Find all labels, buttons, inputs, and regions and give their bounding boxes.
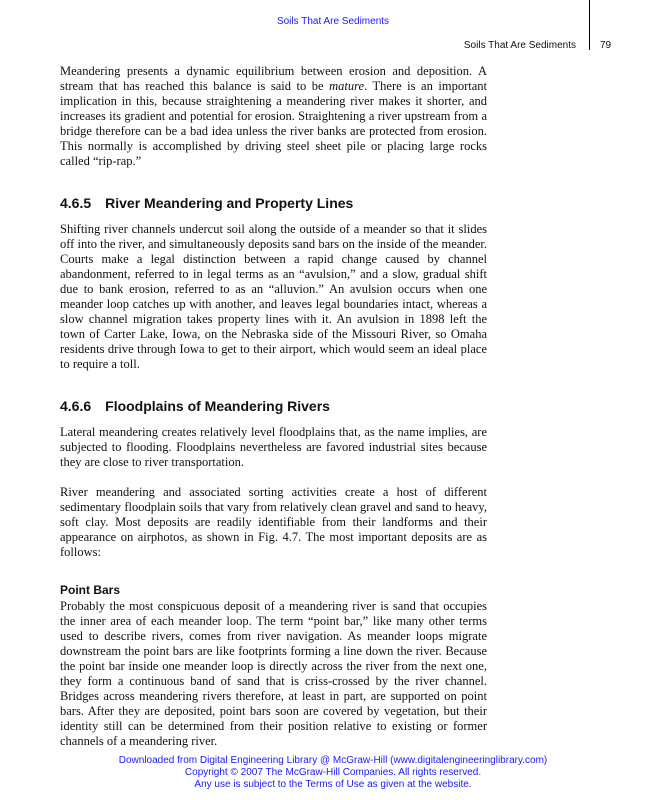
floodplains-paragraph-1: Lateral meandering creates relatively level floodplains that, as the name implies, are subjected to flooding. Floodplains nevertheless are favored industrial sites because they are close to river transportation.	[60, 425, 487, 469]
point-bars-paragraph: Probably the most conspicuous deposit of a meandering river is sand that occupies the inner area of each meander loop. The term “point bar,” like many other terms used to describe rivers, comes from river navigation. As meander loops migrate downstream the point bars are like footprints forming a line down the river. Because the point bar inside one meander loop is directly across the river from the next one, they form a continuous band of sand that is criss-crossed by the river channel. Bridges across meandering rivers therefore, at least in part, are supported on point bars. After they are deposited, point bars soon are covered by vegetation, but their identity still can be determined from their position relative to existing or former channels of a meandering river.	[60, 599, 487, 748]
floodplains-paragraph-2: River meandering and associated sorting activities create a host of different sedimentary floodplain soils that vary from relatively clean gravel and sand to heavy, soft clay. Most deposits are readily identifiable from their landforms and their appearance on airphotos, as shown in Fig. 4.7. The most important deposits are as follows:	[60, 485, 487, 559]
running-head: Soils That Are Sediments	[463, 40, 576, 51]
section-heading-4-6-5: 4.6.5 River Meandering and Property Lines	[60, 195, 354, 211]
intro-paragraph: Meandering presents a dynamic equilibrium between erosion and deposition. A stream that has reached this balance is said to be mature. There is an important implication in this, because straightening a meandering river makes it shorter, and increases its gradient and potential for erosion. Straightening a river upstream from a bridge therefore can be a bad idea unless the river banks are protected from erosion. This normally is accomplished by driving steel sheet pile or placing large rocks called “rip-rap.”	[60, 64, 487, 168]
section-heading-4-6-6: 4.6.6 Floodplains of Meandering Rivers	[60, 398, 330, 414]
property-lines-paragraph: Shifting river channels undercut soil along the outside of a meander so that it slides off into the river, and simultaneously deposits sand bars on the inside of the meander. Courts make a legal distinction between a rapid change caused by channel abandonment, referred to in legal terms as an “avulsion,” and a slow, gradual shift due to bank erosion, referred to as an “alluvion.” An avulsion occurs when one meander loop catches up with another, and leaves legal boundaries intact, whereas a slow channel migration takes property lines with it. An avulsion in 1898 left the town of Carter Lake, Iowa, on the Nebraska side of the Missouri River, so Omaha residents drive through Iowa to get to their airport, which would seem an ideal place to require a toll.	[60, 222, 487, 371]
top-header-link[interactable]: Soils That Are Sediments	[276, 16, 390, 27]
emphasis-mature: mature	[329, 79, 365, 93]
page-number: 79	[600, 40, 612, 51]
copyright-footer	[0, 755, 666, 791]
footer-copyright: Copyright © 2007 The McGraw-Hill Companies. All rights reserved.	[184, 767, 482, 778]
header-divider	[589, 0, 590, 50]
footer-terms-link[interactable]: Any use is subject to the Terms of Use as given at the website.	[194, 779, 472, 790]
footer-download-link[interactable]: Downloaded from Digital Engineering Library @ McGraw-Hill (www.digitalengineeringlibrary.com)	[118, 755, 548, 766]
subheading-point-bars: Point Bars	[60, 583, 121, 597]
page-content	[60, 64, 487, 749]
